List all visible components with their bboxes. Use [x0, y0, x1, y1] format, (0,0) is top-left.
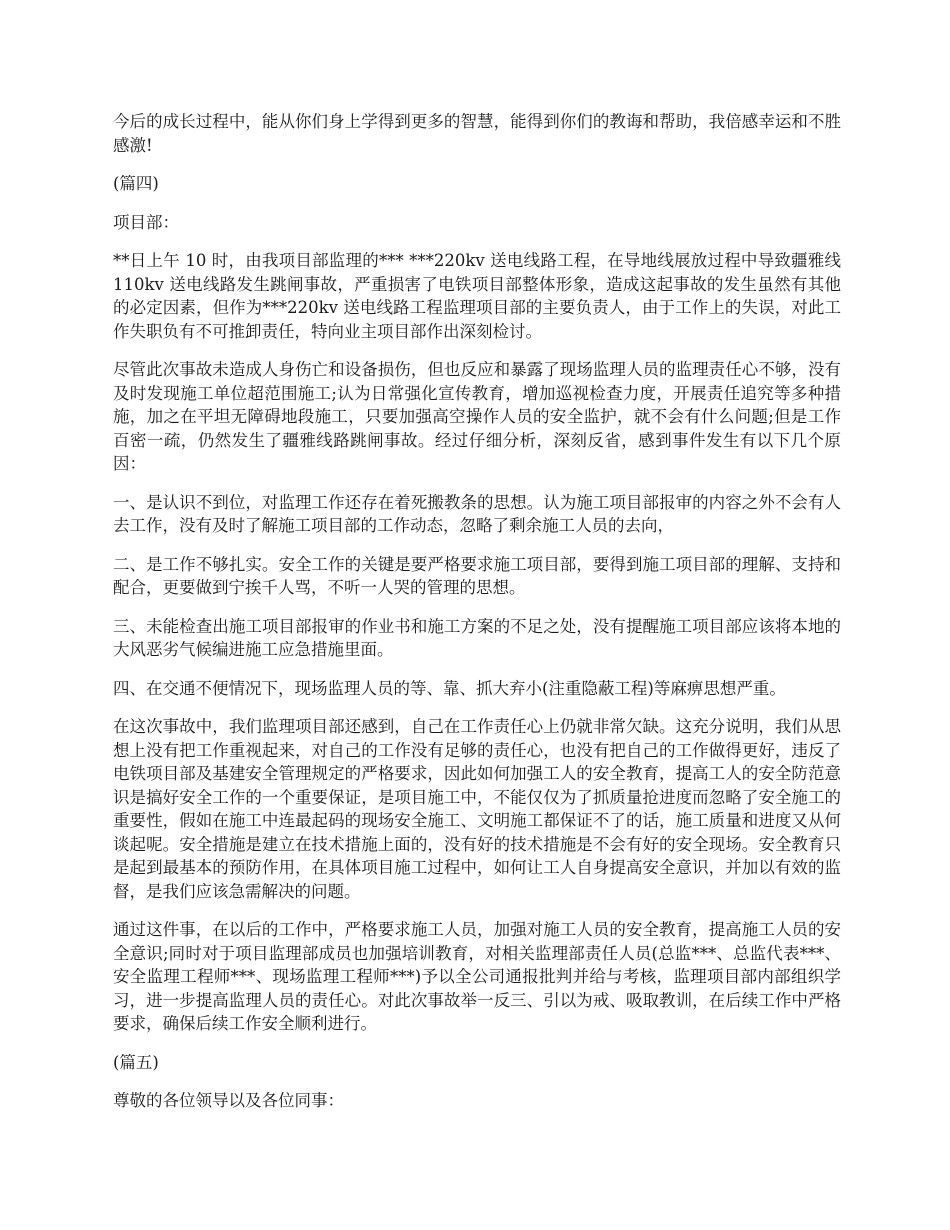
- reason-item-four: 四、在交通不便情况下，现场监理人员的等、靠、抓大弃小(注重隐蔽工程)等麻痹思想严重。: [113, 678, 786, 698]
- section-heading-part-five: (篇五): [113, 1052, 159, 1072]
- paragraph-intro-closing: 今后的成长过程中，能从你们身上学得到更多的智慧，能得到你们的教诲和帮助，我倍感幸运和不胜感激!: [113, 112, 841, 155]
- document-body: [113, 110, 841, 1128]
- paragraph-incident-analysis: 尽管此次事故未造成人身伤亡和设备损伤，但也反应和暴露了现场监理人员的监理责任心不够，没有及时发现施工单位超范围施工;认为日常强化宣传教育，增加巡视检查力度，开展责任追究等多种措施，加之在平坦无障碍地段施工，只要加强高空操作人员的安全监护，就不会有什么问题;但是工作百密一疏，仍然发生了疆雅线路跳闸事故。经过仔细分析，深刻反省，感到事件发生有以下几个原因：: [113, 360, 841, 473]
- paragraph-reflection: 在这次事故中，我们监理项目部还感到，自己在工作责任心上仍就非常欠缺。这充分说明，我们从思想上没有把工作重视起来，对自己的工作没有足够的责任心，也没有把自己的工作做得更好，违反了电铁项目部及基建安全管理规定的严格要求，因此如何加强工人的安全教育，提高工人的安全防范意识是搞好安全工作的一个重要保证，是项目施工中，不能仅仅为了抓质量抢进度而忽略了安全施工的重要性，假如在施工中连最起码的现场安全施工、文明施工都保证不了的话，施工质量和进度又从何谈起呢。安全措施是建立在技术措施上面的，没有好的技术措施是不会有好的安全现场。安全教育只是起到最基本的预防作用，在具体项目施工过程中，如何让工人自身提高安全意识，并加以有效的监督，是我们应该急需解决的问题。: [113, 717, 841, 901]
- reason-item-three: 三、未能检查出施工项目部报审的作业书和施工方案的不足之处，没有提醒施工项目部应该将本地的大风恶劣气候编进施工应急措施里面。: [113, 616, 841, 659]
- reason-item-two: 二、是工作不够扎实。安全工作的关键是要严格要求施工项目部，要得到施工项目部的理解、支持和配合，更要做到宁挨千人骂，不听一人哭的管理的思想。: [113, 554, 841, 597]
- salutation-leaders-colleagues: 尊敬的各位领导以及各位同事：: [113, 1091, 344, 1110]
- reason-item-one: 一、是认识不到位，对监理工作还存在着死搬教条的思想。认为施工项目部报审的内容之外不会有人去工作，没有及时了解施工项目部的工作动态，忽略了剩余施工人员的去向，: [113, 492, 841, 535]
- paragraph-corrective-actions: 通过这件事，在以后的工作中，严格要求施工人员，加强对施工人员的安全教育，提高施工人员的安全意识;同时对于项目监理部成员也加强培训教育，对相关监理部责任人员(总监***、总监代表***、安全监理工程师***、现场监理工程师***)予以全公司通报批判并给与考核，监理项目部内部组织学习，进一步提高监理人员的责任心。对此次事故举一反三、引以为戒、吸取教训，在后续工作中严格要求，确保后续工作安全顺利进行。: [113, 920, 841, 1033]
- salutation-project-department: 项目部：: [113, 212, 179, 232]
- section-heading-part-four: (篇四): [113, 174, 159, 193]
- paragraph-incident-description: **日上午 10 时，由我项目部监理的*** ***220kv 送电线路工程，在导地线展放过程中导致疆雅线 110kv 送电线路发生跳闸事故，严重损害了电铁项目部整体形象，造成这起事故的发生虽然有其他的必定因素，但作为***220kv 送电线路工程监理项目部的主要负责人，由于工作上的失误，对此工作失职负有不可推卸责任，特向业主项目部作出深刻检讨。: [113, 251, 841, 341]
